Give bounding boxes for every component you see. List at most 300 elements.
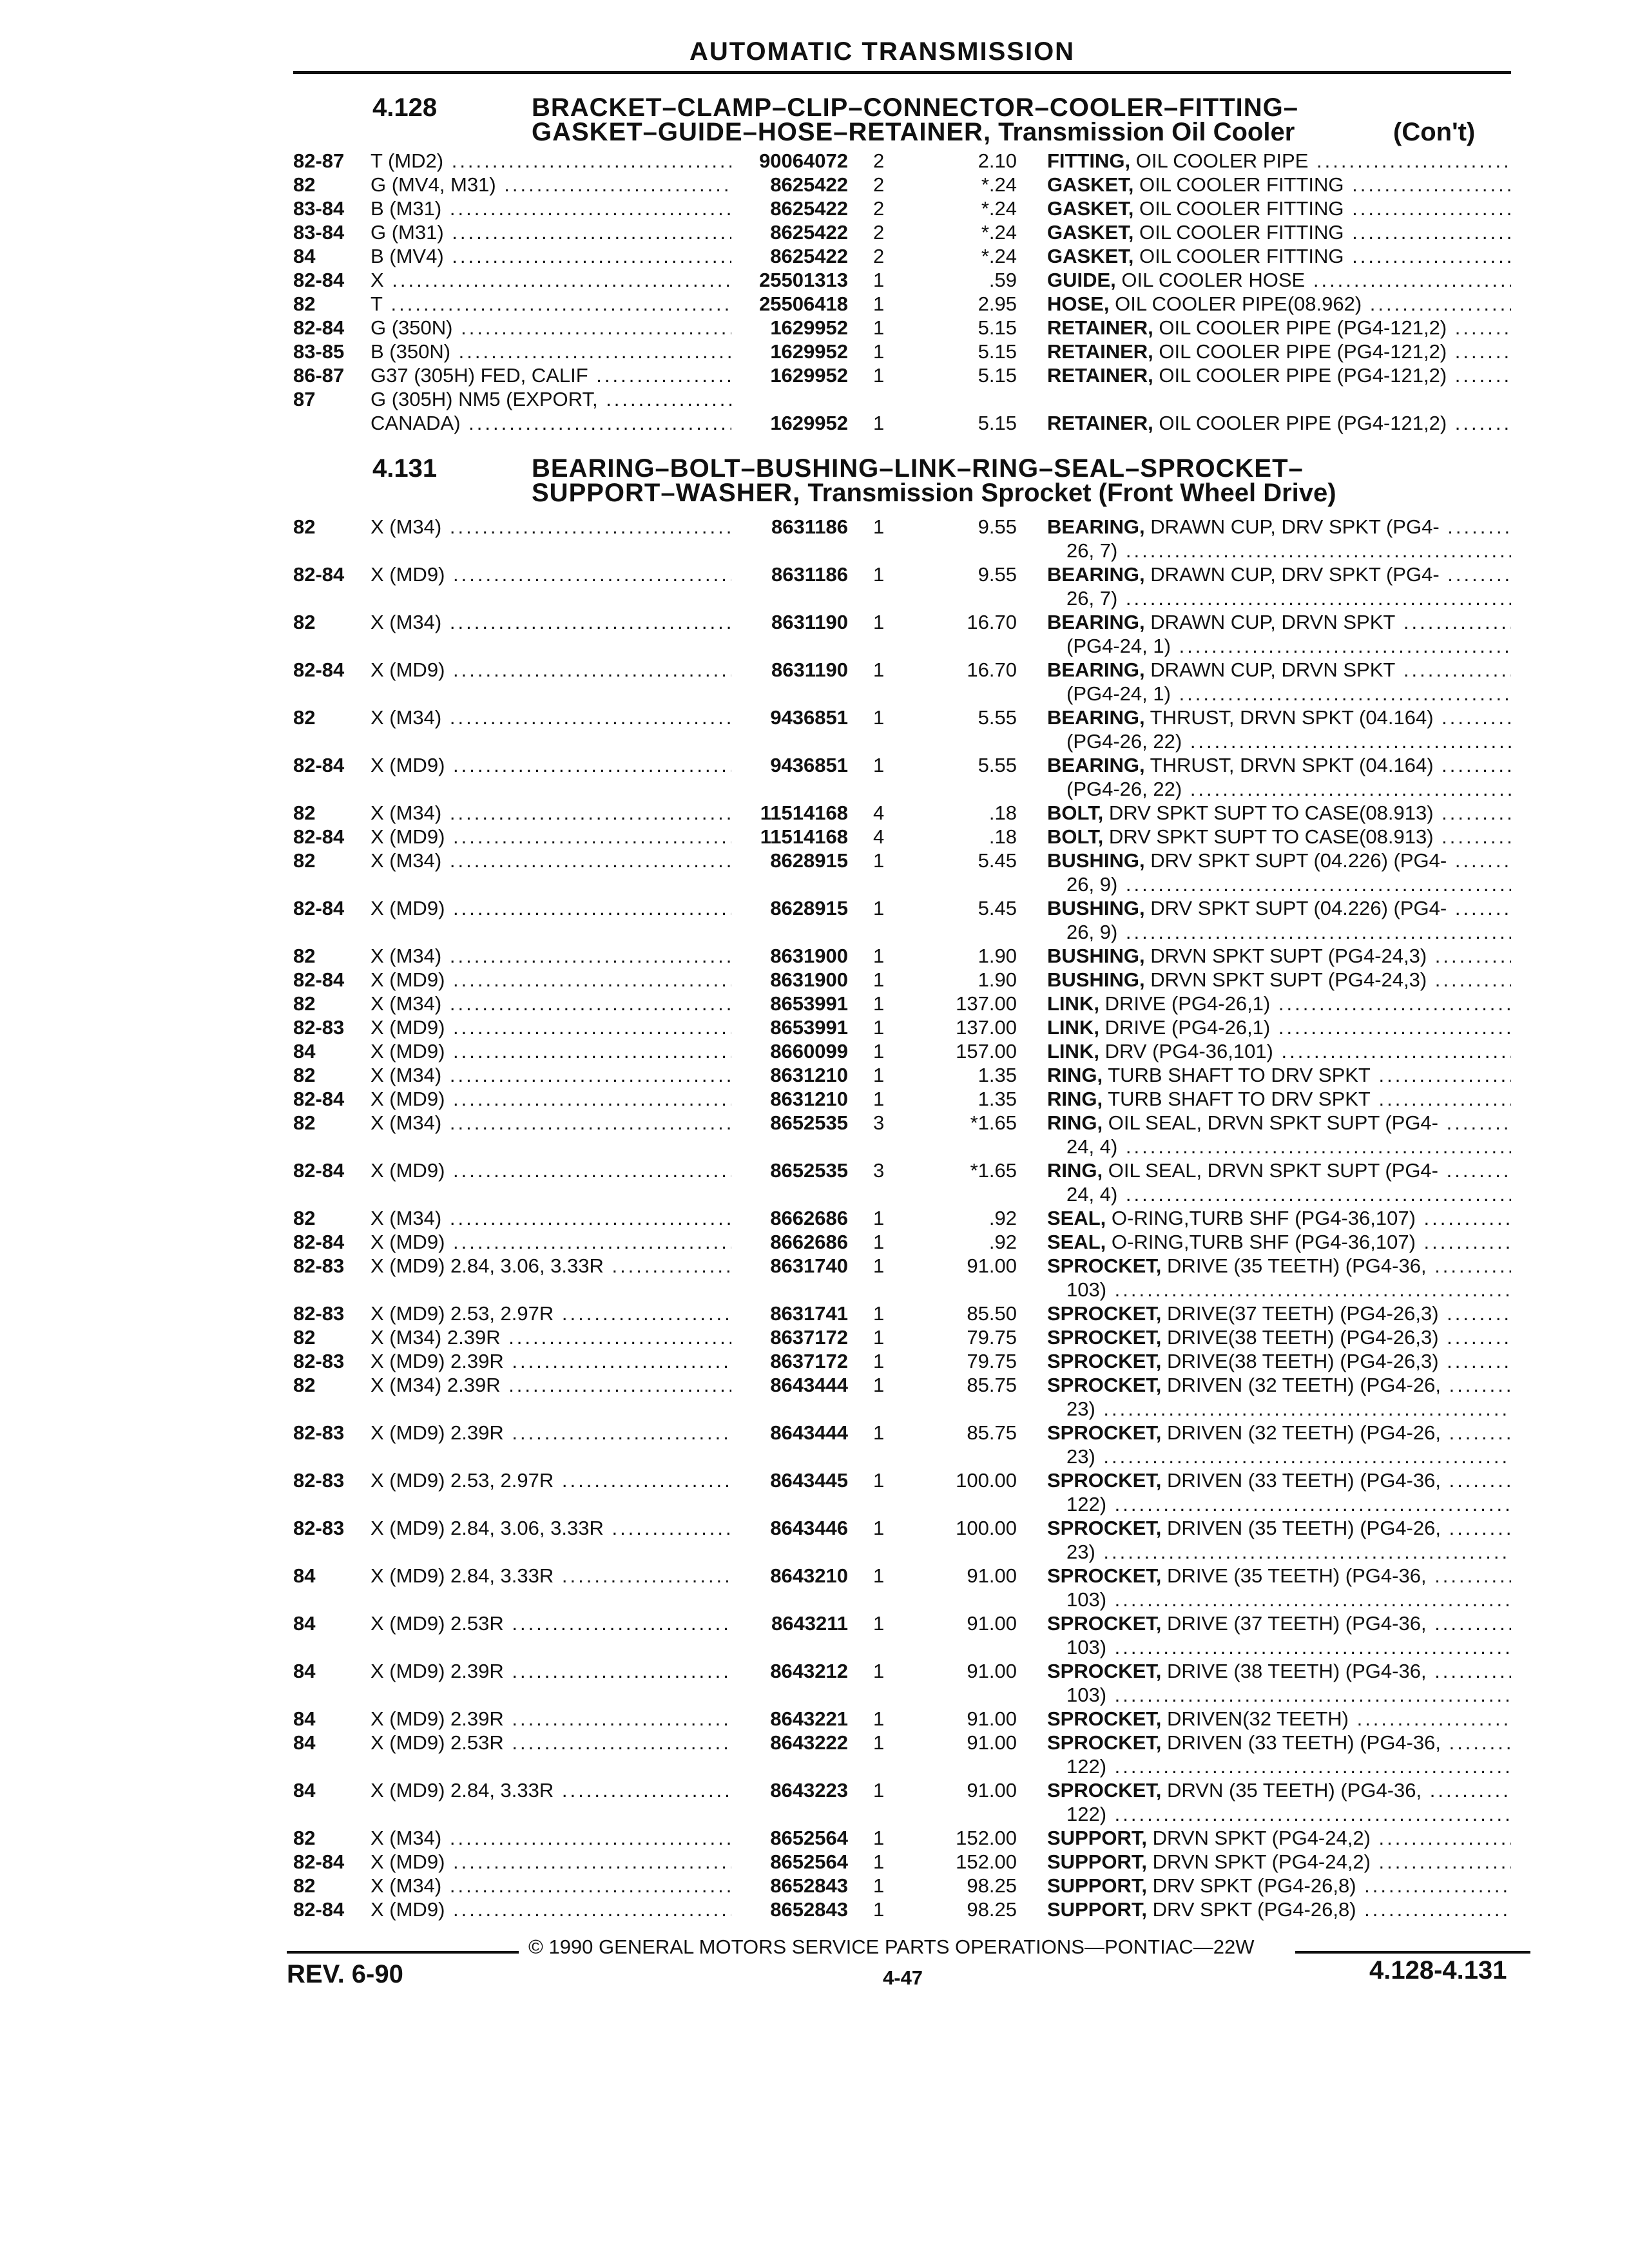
part-detail-cont: 23) [1066, 1398, 1095, 1420]
model-year: 83-84 [293, 197, 345, 220]
part-detail: DRV SPKT (PG4-26,8) [1152, 1874, 1356, 1897]
part-name: RING, [1047, 1064, 1103, 1086]
model-year: 82 [293, 1874, 316, 1897]
application-text: X (M34) [371, 1111, 442, 1134]
model-year: 82 [293, 1326, 316, 1349]
part-name: BUSHING, [1047, 945, 1145, 967]
quantity: 4 [873, 825, 885, 848]
price: 16.70 [967, 658, 1017, 681]
part-name: GASKET, [1047, 197, 1134, 220]
price: 91.00 [967, 1254, 1017, 1277]
price: 91.00 [967, 1660, 1017, 1682]
application [371, 658, 731, 682]
part-detail: DRVN SPKT (PG4-24,2) [1152, 1850, 1371, 1873]
part-description-cont [1066, 1445, 1511, 1468]
application-text: X (MD9) [371, 658, 445, 681]
price: 16.70 [967, 611, 1017, 633]
part-detail: OIL COOLER FITTING [1139, 197, 1344, 220]
model-year: 82 [293, 1374, 316, 1396]
part-number: 8631210 [765, 1064, 848, 1087]
price: 85.50 [967, 1302, 1017, 1325]
part-number: 8625422 [765, 173, 848, 197]
quantity: 4 [873, 802, 885, 824]
application-text: X (MD9) 2.84, 3.33R [371, 1564, 554, 1587]
model-year: 82-84 [293, 1898, 345, 1921]
price: 91.00 [967, 1612, 1017, 1635]
application [371, 825, 731, 849]
part-number: 8628915 [765, 849, 848, 872]
parts-row [0, 1517, 1629, 1563]
parts-row [0, 849, 1629, 896]
part-name: GASKET, [1047, 245, 1134, 267]
part-description-cont [1066, 539, 1511, 562]
model-year: 82 [293, 849, 316, 872]
part-description [1047, 1350, 1511, 1373]
application [371, 340, 731, 363]
application [371, 269, 731, 292]
parts-row [0, 1660, 1629, 1706]
parts-row [0, 245, 1629, 269]
model-year: 82 [293, 293, 316, 315]
parts-row [0, 992, 1629, 1016]
part-detail-cont: (PG4-26, 22) [1066, 730, 1182, 753]
part-name: SEAL, [1047, 1207, 1106, 1229]
part-description [1047, 173, 1511, 197]
quantity: 2 [873, 245, 885, 267]
part-detail-cont: 103) [1066, 1636, 1107, 1658]
part-detail-cont: 26, 7) [1066, 539, 1118, 562]
part-detail: TURB SHAFT TO DRV SPKT [1108, 1064, 1371, 1086]
price: *.24 [981, 173, 1017, 196]
part-name: SPROCKET, [1047, 1469, 1162, 1492]
application-text: T [371, 293, 383, 315]
application [371, 1016, 731, 1039]
application [371, 754, 731, 777]
part-number: 8652843 [765, 1898, 848, 1921]
application-text: X (M34) [371, 945, 442, 967]
parts-row [0, 1326, 1629, 1350]
part-description [1047, 197, 1511, 220]
part-description [1047, 897, 1511, 920]
parts-row [0, 197, 1629, 221]
part-number: 8662686 [765, 1207, 848, 1230]
price: 85.75 [967, 1374, 1017, 1396]
part-description [1047, 1731, 1511, 1754]
part-detail: DRAWN CUP, DRV SPKT (PG4- [1150, 563, 1440, 586]
part-number: 8643212 [765, 1660, 848, 1683]
parts-row [0, 706, 1629, 753]
part-description [1047, 658, 1511, 682]
application [371, 173, 731, 197]
part-number: 8662686 [765, 1231, 848, 1254]
part-detail-cont: 122) [1066, 1493, 1107, 1515]
part-name: LINK, [1047, 1016, 1099, 1039]
application [371, 1779, 731, 1802]
section-subtitle: Transmission Oil Cooler [991, 118, 1295, 146]
part-detail: OIL COOLER PIPE (PG4-121,2) [1159, 316, 1447, 339]
application-text: X (M34) 2.39R [371, 1374, 501, 1396]
part-name: SPROCKET, [1047, 1421, 1162, 1444]
part-description-cont [1066, 1183, 1511, 1206]
part-name: GASKET, [1047, 173, 1134, 196]
application-text: X (MD9) 2.84, 3.06, 3.33R [371, 1254, 604, 1277]
part-detail: DRIVE (35 TEETH) (PG4-36, [1167, 1564, 1427, 1587]
quantity: 1 [873, 1707, 885, 1730]
parts-row [0, 1874, 1629, 1898]
application [371, 1421, 731, 1445]
part-detail: DRIVE(38 TEETH) (PG4-26,3) [1167, 1350, 1439, 1372]
application-text: X (M34) [371, 611, 442, 633]
quantity: 1 [873, 1374, 885, 1396]
part-description-cont [1066, 1541, 1511, 1564]
model-year: 82-84 [293, 754, 345, 776]
application [371, 1731, 731, 1754]
application-text: X (MD9) 2.53R [371, 1731, 504, 1754]
parts-row [0, 1064, 1629, 1088]
parts-row [0, 1016, 1629, 1040]
part-detail: TURB SHAFT TO DRV SPKT [1108, 1088, 1371, 1110]
part-detail: DRIVE (37 TEETH) (PG4-36, [1167, 1612, 1427, 1635]
quantity: 1 [873, 1564, 885, 1587]
application-text: X (MD9) [371, 1040, 445, 1062]
part-number: 11514168 [755, 802, 848, 825]
part-detail: OIL SEAL, DRVN SPKT SUPT (PG4- [1108, 1159, 1438, 1182]
part-number: 8643444 [765, 1421, 848, 1445]
parts-row [0, 754, 1629, 800]
part-description [1047, 1827, 1511, 1850]
part-description-cont [1066, 635, 1511, 658]
parts-row [0, 1111, 1629, 1158]
part-number: 8631740 [765, 1254, 848, 1278]
application [371, 563, 731, 586]
model-year: 84 [293, 245, 316, 267]
part-description [1047, 1064, 1511, 1087]
price: 91.00 [967, 1707, 1017, 1730]
quantity: 1 [873, 1421, 885, 1444]
parts-row [0, 825, 1629, 849]
part-description [1047, 1898, 1511, 1921]
part-description [1047, 802, 1511, 825]
part-name: BEARING, [1047, 706, 1145, 729]
application [371, 992, 731, 1015]
quantity: 1 [873, 1660, 885, 1682]
price: 137.00 [956, 992, 1017, 1015]
part-number: 9436851 [765, 706, 848, 729]
model-year: 82 [293, 611, 316, 633]
part-description [1047, 1374, 1511, 1397]
part-name: LINK, [1047, 1040, 1099, 1062]
quantity: 1 [873, 1874, 885, 1897]
part-name: SPROCKET, [1047, 1612, 1162, 1635]
part-detail: DRV SPKT (PG4-26,8) [1152, 1898, 1356, 1921]
part-description-cont [1066, 873, 1511, 896]
application-text: X (M34) [371, 706, 442, 729]
part-description [1047, 1469, 1511, 1492]
part-name: BUSHING, [1047, 968, 1145, 991]
price: .18 [988, 802, 1017, 824]
part-description-cont [1066, 1398, 1511, 1421]
price: 5.55 [978, 706, 1017, 729]
application-text: X (MD9) [371, 754, 445, 776]
price: .92 [988, 1231, 1017, 1253]
model-year: 82-84 [293, 658, 345, 681]
model-year: 82 [293, 1207, 316, 1229]
part-detail: OIL COOLER HOSE [1121, 269, 1306, 291]
quantity: 1 [873, 293, 885, 315]
application-text: CANADA) [371, 412, 461, 434]
application [371, 1850, 731, 1874]
quantity: 2 [873, 221, 885, 244]
part-number: 11514168 [755, 825, 848, 849]
application-text: X (MD9) [371, 968, 445, 991]
application [371, 1231, 731, 1254]
application [371, 197, 731, 220]
application [371, 802, 731, 825]
model-year: 84 [293, 1707, 316, 1730]
part-number: 8631190 [766, 658, 848, 682]
section-subtitle: Transmission Sprocket (Front Wheel Drive) [800, 479, 1336, 507]
header-rule [293, 71, 1511, 74]
quantity: 1 [873, 1254, 885, 1277]
part-name: RETAINER, [1047, 364, 1153, 387]
application-text: X (MD9) [371, 897, 445, 919]
part-description-cont [1066, 1803, 1511, 1826]
part-description [1047, 269, 1511, 292]
continued-label: (Con't) [1393, 118, 1476, 146]
application [371, 1326, 731, 1349]
part-name: SPROCKET, [1047, 1731, 1162, 1754]
price: 9.55 [978, 563, 1017, 586]
part-detail-cont: 24, 4) [1066, 1183, 1118, 1206]
quantity: 1 [873, 1016, 885, 1039]
part-description [1047, 340, 1511, 363]
model-year: 82-84 [293, 968, 345, 991]
part-name: SPROCKET, [1047, 1517, 1162, 1539]
application-text: X (MD9) 2.53, 2.97R [371, 1302, 554, 1325]
price: 91.00 [967, 1731, 1017, 1754]
model-year: 82-83 [293, 1350, 345, 1372]
price: 157.00 [956, 1040, 1017, 1062]
part-description [1047, 515, 1511, 539]
application [371, 388, 731, 411]
model-year: 82 [293, 802, 316, 824]
quantity: 1 [873, 849, 885, 872]
application-text: T (MD2) [371, 149, 444, 172]
application-text: X (M34) [371, 802, 442, 824]
application-text: X (MD9) [371, 825, 445, 848]
footer-copyright: © 1990 GENERAL MOTORS SERVICE PARTS OPERATIONS—PONTIAC—22W [528, 1936, 1255, 1958]
part-number: 8643444 [765, 1374, 848, 1397]
part-description-cont [1066, 587, 1511, 610]
part-description [1047, 1016, 1511, 1039]
price: 1.35 [978, 1064, 1017, 1086]
footer-section-range: 4.128-4.131 [1369, 1956, 1507, 1984]
application-text: X (MD9) [371, 563, 445, 586]
model-year: 82-84 [293, 1850, 345, 1873]
quantity: 1 [873, 611, 885, 633]
parts-row [0, 1159, 1629, 1206]
part-description [1047, 611, 1511, 634]
application-text: X (MD9) 2.39R [371, 1707, 504, 1730]
part-detail: DRIVE (38 TEETH) (PG4-36, [1167, 1660, 1427, 1682]
quantity: 1 [873, 269, 885, 291]
model-year: 82-84 [293, 1231, 345, 1253]
part-detail: DRIVEN (32 TEETH) (PG4-26, [1167, 1374, 1441, 1396]
application-text: B (350N) [371, 340, 451, 363]
footer-page-number: 4-47 [883, 1966, 923, 1989]
part-description [1047, 1326, 1511, 1349]
model-year: 82 [293, 992, 316, 1015]
quantity: 1 [873, 1231, 885, 1253]
quantity: 1 [873, 1850, 885, 1873]
part-number: 8643445 [765, 1469, 848, 1492]
quantity: 1 [873, 340, 885, 363]
part-number: 8653991 [765, 1016, 848, 1039]
part-number: 8631741 [765, 1302, 848, 1325]
part-detail-cont: (PG4-24, 1) [1066, 635, 1171, 657]
part-detail-cont: 24, 4) [1066, 1135, 1118, 1158]
part-name: SPROCKET, [1047, 1254, 1162, 1277]
part-description [1047, 992, 1511, 1015]
part-description [1047, 563, 1511, 586]
price: 152.00 [956, 1850, 1017, 1873]
part-number: 8628915 [765, 897, 848, 920]
application [371, 1707, 731, 1731]
parts-row [0, 1350, 1629, 1374]
part-number: 8643221 [765, 1707, 848, 1731]
part-detail: DRIVEN (33 TEETH) (PG4-36, [1167, 1469, 1441, 1492]
quantity: 2 [873, 173, 885, 196]
part-detail: DRAWN CUP, DRVN SPKT [1150, 658, 1396, 681]
parts-row [0, 1207, 1629, 1231]
model-year: 84 [293, 1612, 316, 1635]
part-detail: OIL COOLER FITTING [1139, 173, 1344, 196]
part-detail: DRIVEN (33 TEETH) (PG4-36, [1167, 1731, 1441, 1754]
part-description [1047, 1111, 1511, 1135]
quantity: 1 [873, 515, 885, 538]
application [371, 1564, 731, 1588]
part-number: 8625422 [765, 245, 848, 268]
application-text: X (MD9) [371, 1088, 445, 1110]
parts-row [0, 1254, 1629, 1301]
part-detail: O-RING,TURB SHF (PG4-36,107) [1111, 1207, 1416, 1229]
part-detail-cont: 103) [1066, 1588, 1107, 1611]
part-description-cont [1066, 1755, 1511, 1778]
parts-row [0, 611, 1629, 657]
price: *.24 [981, 245, 1017, 267]
part-description [1047, 1040, 1511, 1063]
application-text: X (M34) [371, 515, 442, 538]
part-description-cont [1066, 921, 1511, 944]
application [371, 1374, 731, 1397]
parts-row [0, 1564, 1629, 1611]
part-name: SUPPORT, [1047, 1898, 1148, 1921]
application-text: X (MD9) [371, 1016, 445, 1039]
part-detail: DRV (PG4-36,101) [1104, 1040, 1273, 1062]
price: 2.95 [978, 293, 1017, 315]
parts-row [0, 1731, 1629, 1778]
price: .92 [988, 1207, 1017, 1229]
quantity: 1 [873, 1326, 885, 1349]
price: 5.15 [978, 340, 1017, 363]
parts-row [0, 1421, 1629, 1468]
price: *1.65 [970, 1111, 1017, 1134]
model-year: 82-84 [293, 1088, 345, 1110]
part-number: 8652564 [765, 1850, 848, 1874]
part-description [1047, 245, 1511, 268]
part-description [1047, 1707, 1511, 1731]
application-text: X (M34) [371, 1827, 442, 1849]
part-detail-cont: 122) [1066, 1755, 1107, 1778]
part-detail: DRAWN CUP, DRV SPKT (PG4- [1150, 515, 1440, 538]
part-detail: DRV SPKT SUPT (04.226) (PG4- [1150, 897, 1447, 919]
model-year: 82-83 [293, 1517, 345, 1539]
part-name: SUPPORT, [1047, 1850, 1148, 1873]
part-number: 1629952 [765, 340, 848, 363]
price: .18 [988, 825, 1017, 848]
price: *.24 [981, 221, 1017, 244]
part-detail: OIL COOLER FITTING [1139, 221, 1344, 244]
part-number: 8631210 [765, 1088, 848, 1111]
application-text: X (MD9) [371, 1850, 445, 1873]
section-title-line2 [532, 118, 1295, 147]
part-name: RETAINER, [1047, 340, 1153, 363]
application [371, 1088, 731, 1111]
parts-row [0, 1374, 1629, 1420]
part-detail: OIL SEAL, DRVN SPKT SUPT (PG4- [1108, 1111, 1438, 1134]
part-name: BOLT, [1047, 825, 1104, 848]
quantity: 1 [873, 1302, 885, 1325]
model-year: 82-83 [293, 1302, 345, 1325]
part-description [1047, 825, 1511, 849]
application-text: X (MD9) 2.53R [371, 1612, 504, 1635]
quantity: 1 [873, 1898, 885, 1921]
quantity: 1 [873, 658, 885, 681]
part-name: SUPPORT, [1047, 1827, 1148, 1849]
part-detail: DRAWN CUP, DRVN SPKT [1150, 611, 1396, 633]
application [371, 1064, 731, 1087]
price: 5.45 [978, 897, 1017, 919]
application [371, 611, 731, 634]
part-description-cont [1066, 1636, 1511, 1659]
price: 1.90 [978, 945, 1017, 967]
part-name: SPROCKET, [1047, 1707, 1162, 1730]
part-detail: OIL COOLER PIPE [1135, 149, 1309, 172]
part-number: 8652535 [765, 1159, 848, 1182]
part-description [1047, 1421, 1511, 1445]
price: 91.00 [967, 1779, 1017, 1802]
model-year: 82-83 [293, 1469, 345, 1492]
quantity: 1 [873, 1350, 885, 1372]
application-text: X (M34) [371, 849, 442, 872]
price: 5.15 [978, 316, 1017, 339]
application [371, 1874, 731, 1898]
part-name: GUIDE, [1047, 269, 1116, 291]
part-name: SPROCKET, [1047, 1564, 1162, 1587]
section-title-part: SUPPORT–WASHER, [532, 479, 801, 507]
parts-row [0, 364, 1629, 388]
price: 98.25 [967, 1898, 1017, 1921]
part-name: RING, [1047, 1088, 1103, 1110]
part-description [1047, 1254, 1511, 1278]
application-text: X (MD9) [371, 1231, 445, 1253]
part-detail: DRIVE (35 TEETH) (PG4-36, [1167, 1254, 1427, 1277]
application-text: X (M34) 2.39R [371, 1326, 501, 1349]
part-name: BUSHING, [1047, 849, 1145, 872]
part-number: 8637172 [765, 1326, 848, 1349]
quantity: 1 [873, 1064, 885, 1086]
part-description [1047, 1159, 1511, 1182]
